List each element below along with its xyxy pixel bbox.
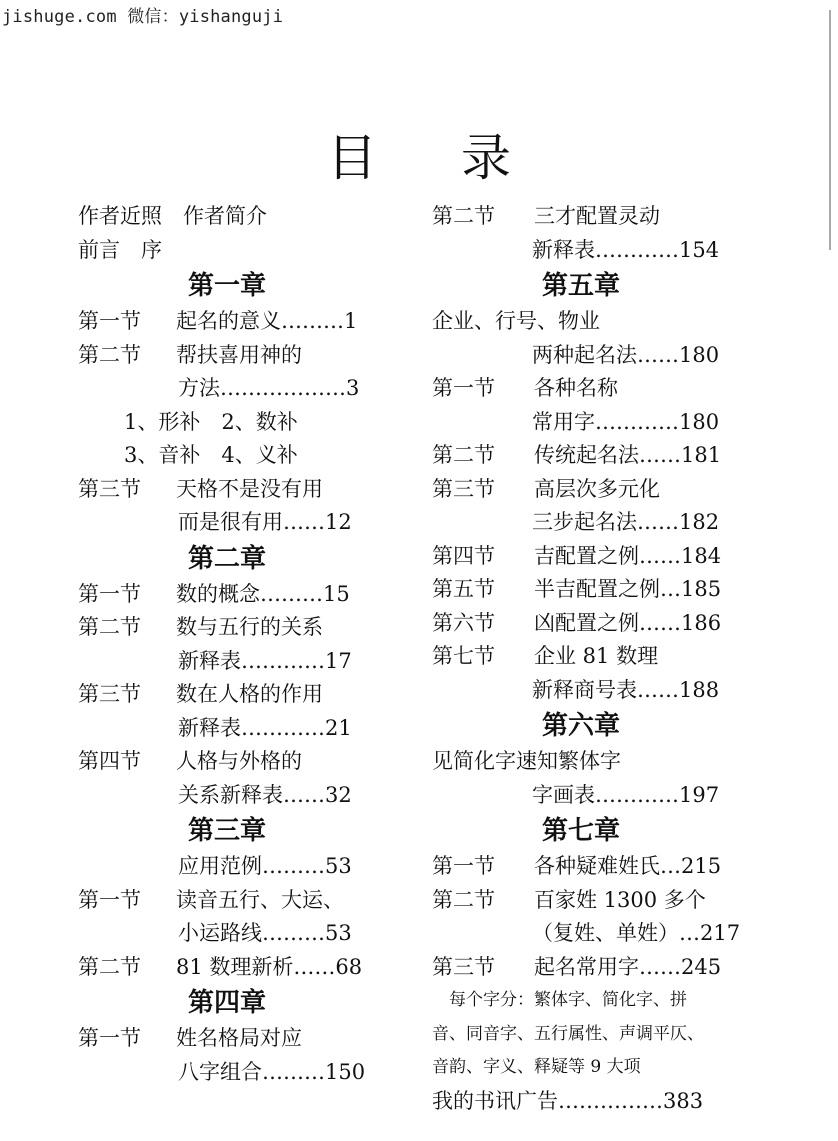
section-number: 第一节 bbox=[432, 376, 495, 400]
chapter-title: 第三章 bbox=[188, 816, 267, 846]
section-title: 传统起名法……181 bbox=[534, 443, 722, 467]
toc-note-line: 音、同音字、五行属性、声调平仄、 bbox=[432, 1023, 704, 1044]
section-title: 天格不是没有用 bbox=[176, 476, 323, 501]
section-number: 第三节 bbox=[432, 476, 495, 501]
section-title: 81 数理新析……68 bbox=[176, 954, 363, 979]
chapter-heading bbox=[432, 267, 762, 305]
toc-continuation-line: 新释商号表……188 bbox=[532, 677, 720, 702]
toc-continuation-line: 三步起名法……182 bbox=[532, 510, 720, 534]
toc-section-entry bbox=[432, 200, 762, 234]
toc-plain-entry: 前言 序 bbox=[78, 237, 162, 262]
section-number: 第一节 bbox=[78, 581, 141, 606]
section-title: 凶配置之例……186 bbox=[534, 610, 722, 635]
toc-continuation-line: 新释表…………21 bbox=[178, 715, 352, 740]
toc-section-entry bbox=[78, 578, 418, 612]
section-number: 第三节 bbox=[432, 954, 495, 979]
chapter-title: 第四章 bbox=[188, 988, 267, 1018]
toc-note-line: 每个字分：繁体字、简化字、拼 bbox=[432, 990, 687, 1010]
section-title: 各种名称 bbox=[534, 376, 618, 400]
toc-section-entry bbox=[432, 640, 762, 674]
toc-section-entry bbox=[78, 951, 418, 985]
section-title: 企业 81 数理 bbox=[534, 644, 659, 668]
toc-section-entry bbox=[78, 745, 418, 779]
section-number: 第一节 bbox=[78, 887, 141, 912]
toc-plain-entry: 作者近照 作者简介 bbox=[78, 204, 267, 228]
toc-right-column bbox=[432, 200, 762, 1118]
section-title: 三才配置灵动 bbox=[534, 204, 660, 228]
section-number: 第一节 bbox=[78, 309, 141, 333]
toc-section-entry bbox=[432, 473, 762, 507]
chapter-heading bbox=[78, 984, 418, 1022]
section-number: 第二节 bbox=[78, 954, 141, 979]
section-title: 起名常用字……245 bbox=[534, 954, 722, 979]
section-number: 第四节 bbox=[432, 543, 495, 568]
section-title: 数在人格的作用 bbox=[176, 682, 323, 706]
section-number: 第二节 bbox=[432, 204, 495, 228]
toc-section-entry bbox=[432, 372, 762, 406]
toc-section-entry bbox=[432, 607, 762, 641]
chapter-heading bbox=[432, 812, 762, 850]
section-title: 各种疑难姓氏…215 bbox=[534, 854, 722, 878]
section-title: 姓名格局对应 bbox=[176, 1026, 302, 1050]
chapter-heading bbox=[78, 812, 418, 850]
toc-continuation-line: 新释表…………154 bbox=[532, 237, 720, 262]
chapter-title: 第一章 bbox=[188, 271, 267, 301]
toc-left-column bbox=[78, 200, 418, 1089]
section-number: 第四节 bbox=[78, 749, 141, 773]
section-title: 数与五行的关系 bbox=[176, 615, 323, 639]
watermark-text: jishuge.com 微信：yishanguji bbox=[2, 7, 284, 27]
section-number: 第二节 bbox=[432, 443, 495, 467]
section-number: 第三节 bbox=[78, 682, 141, 706]
section-number: 第三节 bbox=[78, 476, 141, 501]
toc-section-entry bbox=[432, 850, 762, 884]
toc-section-entry bbox=[78, 678, 418, 712]
section-number: 第七节 bbox=[432, 644, 495, 668]
toc-section-entry bbox=[78, 884, 418, 918]
section-number: 第五节 bbox=[432, 577, 495, 601]
section-number: 第二节 bbox=[78, 342, 141, 367]
toc-continuation-line: 关系新释表……32 bbox=[178, 782, 352, 807]
toc-plain-entry: 企业、行号、物业 bbox=[432, 309, 600, 333]
toc-section-entry bbox=[432, 439, 762, 473]
chapter-heading bbox=[78, 540, 418, 578]
toc-continuation-line: 两种起名法……180 bbox=[532, 342, 720, 367]
toc-section-entry bbox=[432, 884, 762, 918]
section-title: 吉配置之例……184 bbox=[534, 543, 722, 568]
toc-continuation-line: （复姓、单姓）…217 bbox=[532, 921, 741, 945]
toc-plain-entry: 我的书讯广告……………383 bbox=[432, 1088, 704, 1113]
chapter-title: 第七章 bbox=[542, 816, 621, 846]
section-title: 数的概念………15 bbox=[176, 581, 350, 606]
toc-section-entry bbox=[78, 305, 418, 339]
toc-section-entry bbox=[78, 473, 418, 507]
chapter-heading bbox=[432, 707, 762, 745]
section-title: 半吉配置之例…185 bbox=[534, 577, 722, 601]
toc-note-line: 音韵、字义、释疑等 9 大项 bbox=[432, 1057, 641, 1077]
section-title: 帮扶喜用神的 bbox=[176, 342, 302, 367]
toc-section-entry bbox=[78, 339, 418, 373]
chapter-title: 第五章 bbox=[542, 271, 621, 301]
section-title: 起名的意义………1 bbox=[176, 309, 358, 333]
section-title: 高层次多元化 bbox=[534, 476, 660, 501]
chapter-title: 第六章 bbox=[542, 711, 621, 741]
chapter-title: 第二章 bbox=[188, 543, 267, 574]
toc-section-entry bbox=[432, 540, 762, 574]
chapter-heading bbox=[78, 267, 418, 305]
toc-section-entry bbox=[78, 611, 418, 645]
toc-continuation-line: 八字组合………150 bbox=[178, 1059, 366, 1084]
section-number: 第一节 bbox=[78, 1026, 141, 1050]
section-title: 百家姓 1300 多个 bbox=[534, 887, 706, 912]
toc-section-entry bbox=[432, 573, 762, 607]
toc-plain-entry: 见简化字速知繁体字 bbox=[432, 749, 621, 773]
toc-continuation-line: 应用范例………53 bbox=[178, 854, 352, 878]
section-number: 第六节 bbox=[432, 610, 495, 635]
section-number: 第二节 bbox=[432, 887, 495, 912]
section-title: 人格与外格的 bbox=[176, 749, 302, 773]
toc-continuation-line: 常用字…………180 bbox=[532, 409, 720, 434]
toc-continuation-line: 方法………………3 bbox=[178, 376, 360, 400]
toc-continuation-line: 而是很有用……12 bbox=[178, 510, 352, 534]
section-number: 第二节 bbox=[78, 615, 141, 639]
page-title: 目 录 bbox=[327, 129, 545, 187]
toc-continuation-line: 小运路线………53 bbox=[178, 921, 352, 945]
toc-section-entry bbox=[78, 1022, 418, 1056]
toc-sub-item: 3、音补 4、义补 bbox=[124, 443, 298, 467]
section-title: 读音五行、大运、 bbox=[176, 887, 344, 912]
toc-section-entry bbox=[432, 951, 762, 985]
toc-sub-item: 1、形补 2、数补 bbox=[124, 409, 298, 434]
toc-continuation-line: 字画表…………197 bbox=[532, 782, 720, 807]
section-number: 第一节 bbox=[432, 854, 495, 878]
toc-continuation-line: 新释表…………17 bbox=[178, 648, 352, 673]
